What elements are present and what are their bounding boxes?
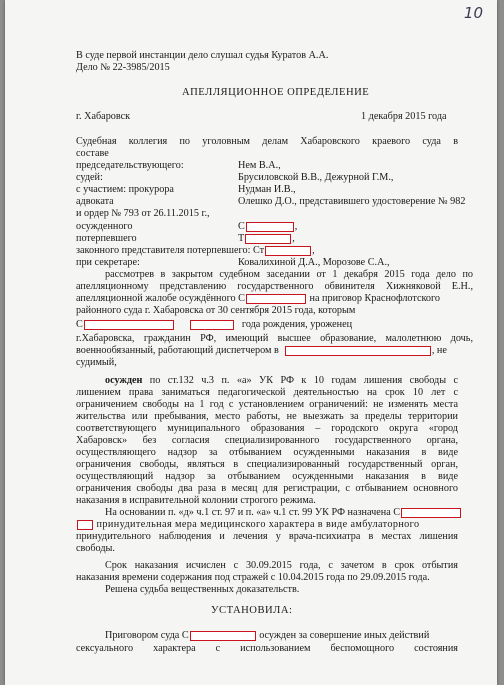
body-line xyxy=(76,519,497,531)
convicted-initial: С xyxy=(238,221,245,232)
body-line xyxy=(76,319,497,331)
prosecutor-label: с участием: прокурора xyxy=(76,184,174,195)
body-line: наказания в исправительной колонии строгого режима. xyxy=(76,495,316,506)
body-line: ограничением свободы на 1 год с установлением ограничений: не изменять места xyxy=(76,399,458,410)
body-line: принудительного наблюдения и лечения у врача-психиатра в местах лишения xyxy=(76,531,458,542)
body-text: на приговор Краснофлотского xyxy=(309,293,441,304)
victim-value: Т , xyxy=(238,233,295,244)
decision-date: 1 декабря 2015 года xyxy=(361,111,447,122)
body-line: наказания времени содержания под стражей с 10.04.2015 года по 29.09.2015 года. xyxy=(76,572,430,583)
redaction-box xyxy=(77,520,93,530)
body-text: апелляционной жалобе осуждённого С xyxy=(76,293,245,304)
redaction-box xyxy=(285,346,431,356)
body-line: соответствующего муниципального образования – городского округа «город xyxy=(76,423,458,434)
redaction-box xyxy=(245,234,291,244)
convicted-initial: С xyxy=(76,319,83,330)
body-text: принудительная мера медицинского характера в виде амбулаторного xyxy=(96,519,420,530)
redaction-box xyxy=(401,508,461,518)
body-line: Решена судьба вещественных доказательств. xyxy=(105,584,300,595)
body-line: Срок наказания исчислен с 30.09.2015 года, с зачетом в срок отбытия xyxy=(105,560,458,571)
city: г. Хабаровск xyxy=(76,111,131,122)
body-line: лишением права заниматься педагогической деятельностью на срок 10 лет с xyxy=(76,387,458,398)
page-number: 10 xyxy=(463,4,483,22)
body-line: сексуального характера с использованием беспомощного состояния xyxy=(76,643,458,654)
body-text: военнообязанный, работающий диспетчером в xyxy=(76,345,279,356)
body-line: ограничения свободы два раза в месяц для регистрации, с отбыванием основного xyxy=(76,483,458,494)
body-text: На основании п. «д» ч.1 ст. 97 и п. «а» ч.1 ст. 99 УК РФ назначена С xyxy=(105,507,401,518)
document-page xyxy=(5,0,497,685)
body-line: свободы. xyxy=(76,543,115,554)
prosecutor-value: Нудман И.В., xyxy=(238,184,296,195)
body-line: осуществляющий надзор за отбыванием осужденными наказания в виде xyxy=(76,471,458,482)
body-text: года рождения, уроженец xyxy=(241,319,353,330)
body-text: по ст.132 ч.3 п. «а» УК РФ к 10 годам лишения свободы с xyxy=(142,375,458,386)
secretary-value: Ковалихиной Д.А., Морозове С.А., xyxy=(238,257,390,268)
body-line: осуществляющего надзор за отбыванием осужденными наказания в виде xyxy=(76,447,458,458)
chair-value: Нем В.А., xyxy=(238,160,281,171)
body-text: Приговором суда С xyxy=(105,630,189,641)
body-line xyxy=(105,630,497,642)
body-line: г.Хабаровска, гражданин РФ, имеющий высшее образование, малолетнюю дочь, xyxy=(76,333,473,344)
body-text: осужден за совершение иных действий xyxy=(259,630,430,641)
collegium-line-2: составе xyxy=(76,148,109,159)
body-line: ограничения свободы, являться в специализированный государственный орган, xyxy=(76,459,458,470)
body-line xyxy=(76,293,497,305)
convicted-label: осужденного xyxy=(76,221,133,232)
convicted-word: осужден xyxy=(105,375,143,386)
redaction-box xyxy=(265,246,311,256)
victim-label: потерпевшего xyxy=(76,233,137,244)
judges-label: судей: xyxy=(76,172,103,183)
body-line: жительства или пребывания, место работы, не выезжать за пределы территории xyxy=(76,411,458,422)
body-line xyxy=(105,375,458,387)
intro-judge-line: В суде первой инстанции дело слушал судья Куратов А.А. xyxy=(76,50,329,61)
section-title: УСТАНОВИЛА: xyxy=(211,605,293,616)
chair-label: председательствующего: xyxy=(76,160,184,171)
collegium-line-1: Судебная коллегия по уголовным делам Хабаровского краевого суда в xyxy=(76,136,458,147)
body-line xyxy=(105,507,497,519)
redaction-box xyxy=(84,320,174,330)
body-line: Хабаровск» без согласия специализированного государственного органа, xyxy=(76,435,458,446)
redaction-box xyxy=(190,631,256,641)
convicted-value: С , xyxy=(238,221,298,232)
body-line: районного суда г. Хабаровска от 30 сентября 2015 года, которым xyxy=(76,305,356,316)
redaction-box xyxy=(190,320,234,330)
representative-label: законного представителя потерпевшего: Ст xyxy=(76,245,265,256)
judges-value: Брусиловской В.В., Дежурной Г.М., xyxy=(238,172,394,183)
document-title: АПЕЛЛЯЦИОННОЕ ОПРЕДЕЛЕНИЕ xyxy=(182,87,370,98)
secretary-label: при секретаре: xyxy=(76,257,140,268)
representative-line: законного представителя потерпевшего: Ст , xyxy=(76,245,315,256)
body-line xyxy=(76,345,497,357)
redaction-box xyxy=(246,222,294,232)
order-line: и ордер № 793 от 26.11.2015 г., xyxy=(76,208,210,219)
body-line: судимый, xyxy=(76,357,117,368)
redaction-box xyxy=(246,294,306,304)
victim-initial: Т xyxy=(238,233,245,244)
body-text: , не xyxy=(431,345,447,356)
case-number: Дело № 22-3985/2015 xyxy=(76,62,170,73)
body-line: рассмотрев в закрытом судебном заседании от 1 декабря 2015 года дело по xyxy=(105,269,473,280)
lawyer-value: Олешко Д.О., представившего удостоверение № 982 xyxy=(238,196,466,207)
lawyer-label: адвоката xyxy=(76,196,114,207)
body-line: апелляционному представлению государственного обвинителя Хижняковой Е.Н., xyxy=(76,281,473,292)
